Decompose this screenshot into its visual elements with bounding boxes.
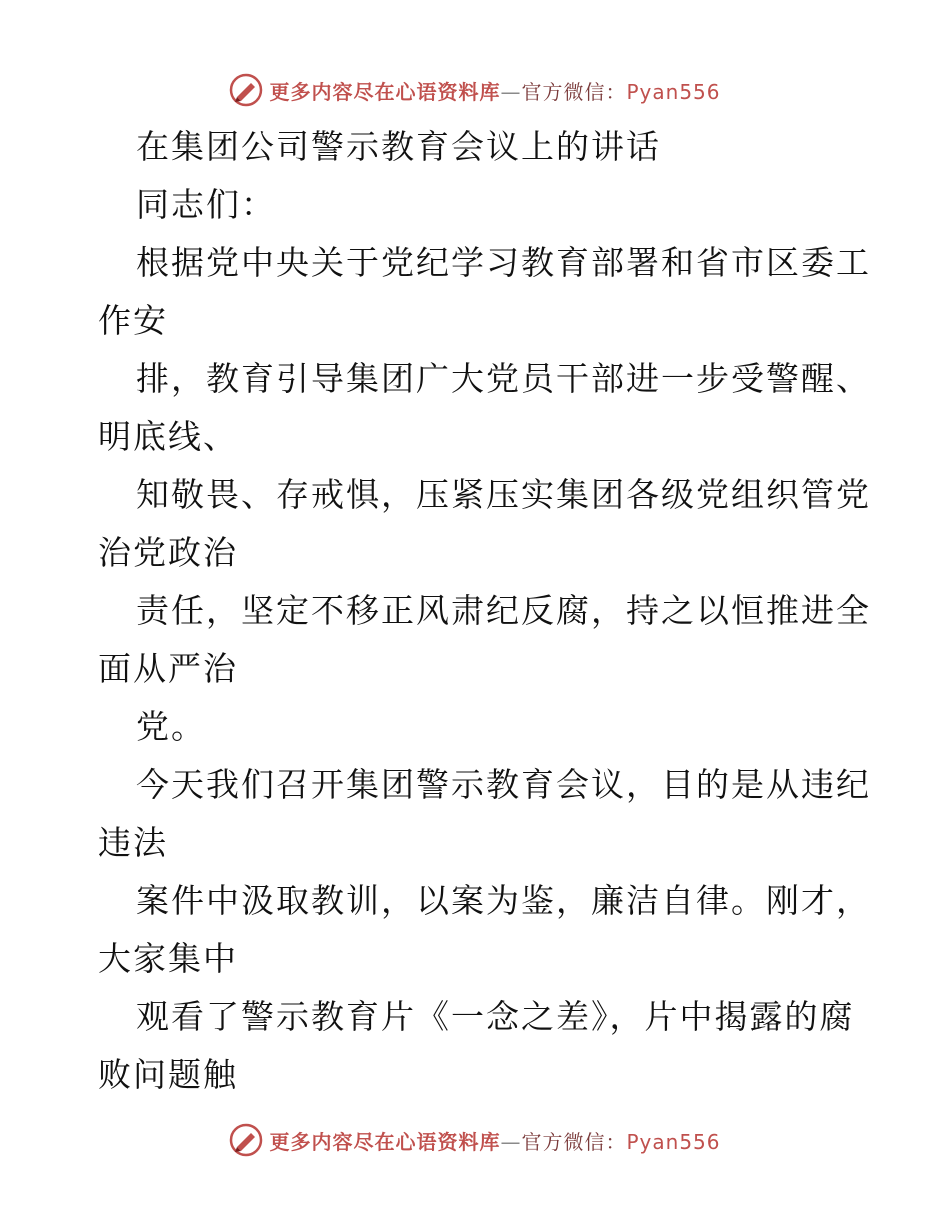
paragraph-line: 治党政治 (98, 533, 238, 572)
paragraph-line: 大家集中 (98, 939, 238, 978)
paragraph-line: 知敬畏、存戒惧，压紧压实集团各级党组织管党 (136, 475, 871, 514)
footer-watermark (0, 1120, 950, 1160)
paragraph-line: 责任，坚定不移正风肃纪反腐，持之以恒推进全 (136, 591, 871, 630)
pen-logo-icon (229, 1123, 263, 1157)
pen-logo-icon (229, 73, 263, 107)
watermark-text: 更多内容尽在心语资料库—官方微信：Pyan556 (269, 1129, 721, 1154)
paragraph-line: 案件中汲取教训，以案为鉴，廉洁自律。刚才， (136, 881, 871, 920)
header-watermark (0, 70, 950, 110)
salutation: 同志们： (136, 185, 276, 224)
document-title: 在集团公司警示教育会议上的讲话 (136, 127, 661, 166)
paragraph-line: 败问题触 (98, 1055, 238, 1094)
paragraph-line: 根据党中央关于党纪学习教育部署和省市区委工 (136, 243, 871, 282)
paragraph-line: 今天我们召开集团警示教育会议，目的是从违纪 (136, 765, 871, 804)
paragraph-line: 作安 (98, 301, 168, 340)
paragraph-line: 面从严治 (98, 649, 238, 688)
paragraph-line: 观看了警示教育片《一念之差》，片中揭露的腐 (136, 997, 855, 1036)
paragraph-line: 违法 (98, 823, 168, 862)
paragraph-line: 党。 (136, 707, 206, 746)
document-body (98, 118, 871, 1104)
paragraph-line: 排，教育引导集团广大党员干部进一步受警醒、 (136, 359, 871, 398)
watermark-text: 更多内容尽在心语资料库—官方微信：Pyan556 (269, 79, 721, 104)
paragraph-line: 明底线、 (98, 417, 238, 456)
